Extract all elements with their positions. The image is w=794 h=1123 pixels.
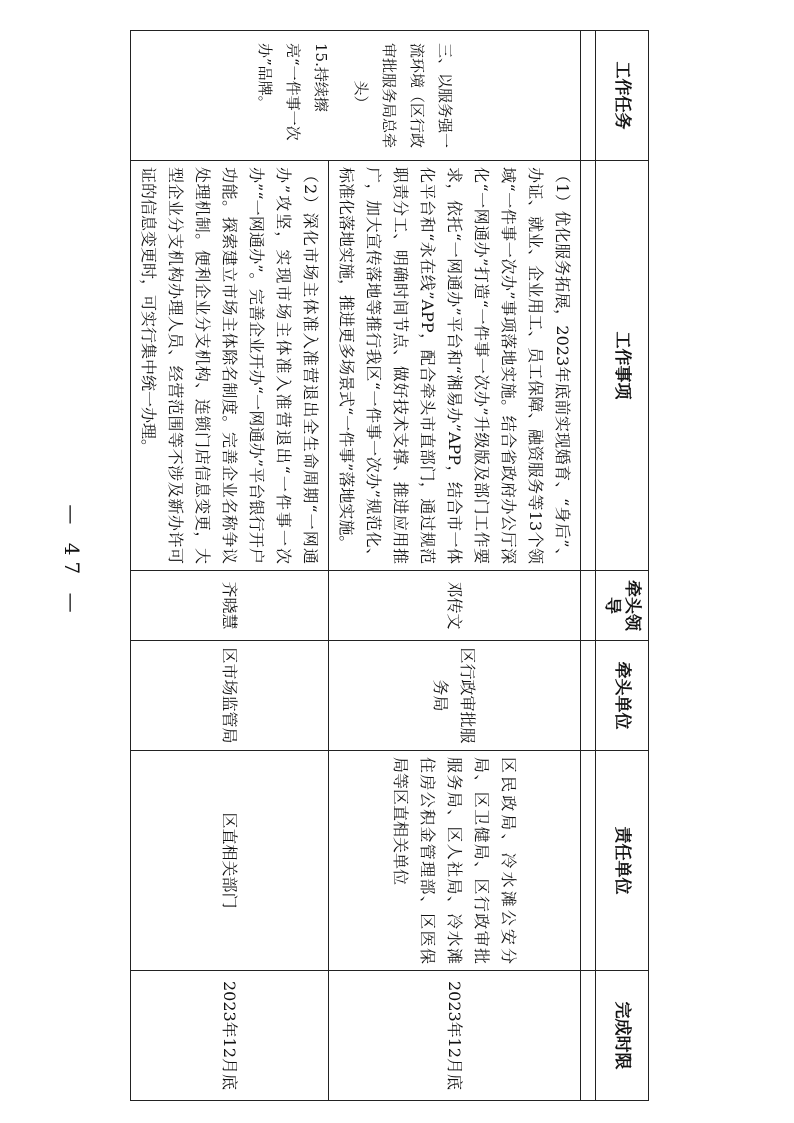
table-header-row [596,31,649,1101]
header-lead-leader: 牵头领导 [596,571,649,641]
lead-unit-cell: 区行政审批服务局 [329,641,581,751]
table-spacer-row [581,31,596,1101]
lead-leader-cell: 齐晓慧 [131,571,329,641]
work-item-text: （2）深化市场主体准入准营退出全生命周期“一网通办”攻坚，实现市场主体准入准营退出“一件事一次办”“一网通办”。完善企业开办“一网通办”平台银行开户功能。探索建立市场主体除名制度。完善企业名称争议处理机制。便利企业分支机构、连锁门店信息变更，大型企业分支机构办理人员、经营范围等不涉及新办许可证的信息变更时，可实行集中统一办理。 [131,161,329,571]
page-number: — 47 — [60,504,84,619]
table-row [329,31,581,1101]
lead-unit-cell: 区市场监管局 [131,641,329,751]
lead-leader-cell: 邓传文 [329,571,581,641]
task-cell [131,31,581,161]
task-part-label: 三、以服务强一流环境（区行政审批服务局总牵头） [352,42,455,148]
resp-unit-cell: 区直相关部门 [131,751,329,971]
work-task-table [130,30,649,1101]
deadline-cell: 2023年12月底 [329,971,581,1101]
header-resp-unit: 责任单位 [596,751,649,971]
header-item: 工作事项 [596,161,649,571]
table-row [131,31,329,1101]
header-task: 工作任务 [596,31,649,161]
resp-unit-cell: 区民政局、冷水滩公安分局、区卫健局、区行政审批服务局、区人社局、冷水滩住房公积金管理部、区医保局等区直相关单位 [329,751,581,971]
task-number-label: 15.持续擦亮“一件事一次办”品牌。 [256,43,331,141]
header-deadline: 完成时限 [596,971,649,1101]
work-item-text: （1）优化服务拓展，2023年底前实现婚育、“身后”、办证、就业、企业用工、员工保障、融资服务等13个领域“一件事一次办”事项落地实施。结合省政府办公厅深化“一网通办”打造“一件事一次办”升级版及部门工作要求，依托“一网通办”平台和“湘易办”APP，结合市一体化平台和“永在线”APP，配合牵头市直部门，通过规范职责分工、明确时间节点、做好技术支撑、推进应用推广，加大宣传落地等推行我区“一件事一次办”规范化、标准化落地实施，推进更多场景式“一件事”落地实施。 [329,161,581,571]
deadline-cell: 2023年12月底 [131,971,329,1101]
header-lead-unit: 牵头单位 [596,641,649,751]
